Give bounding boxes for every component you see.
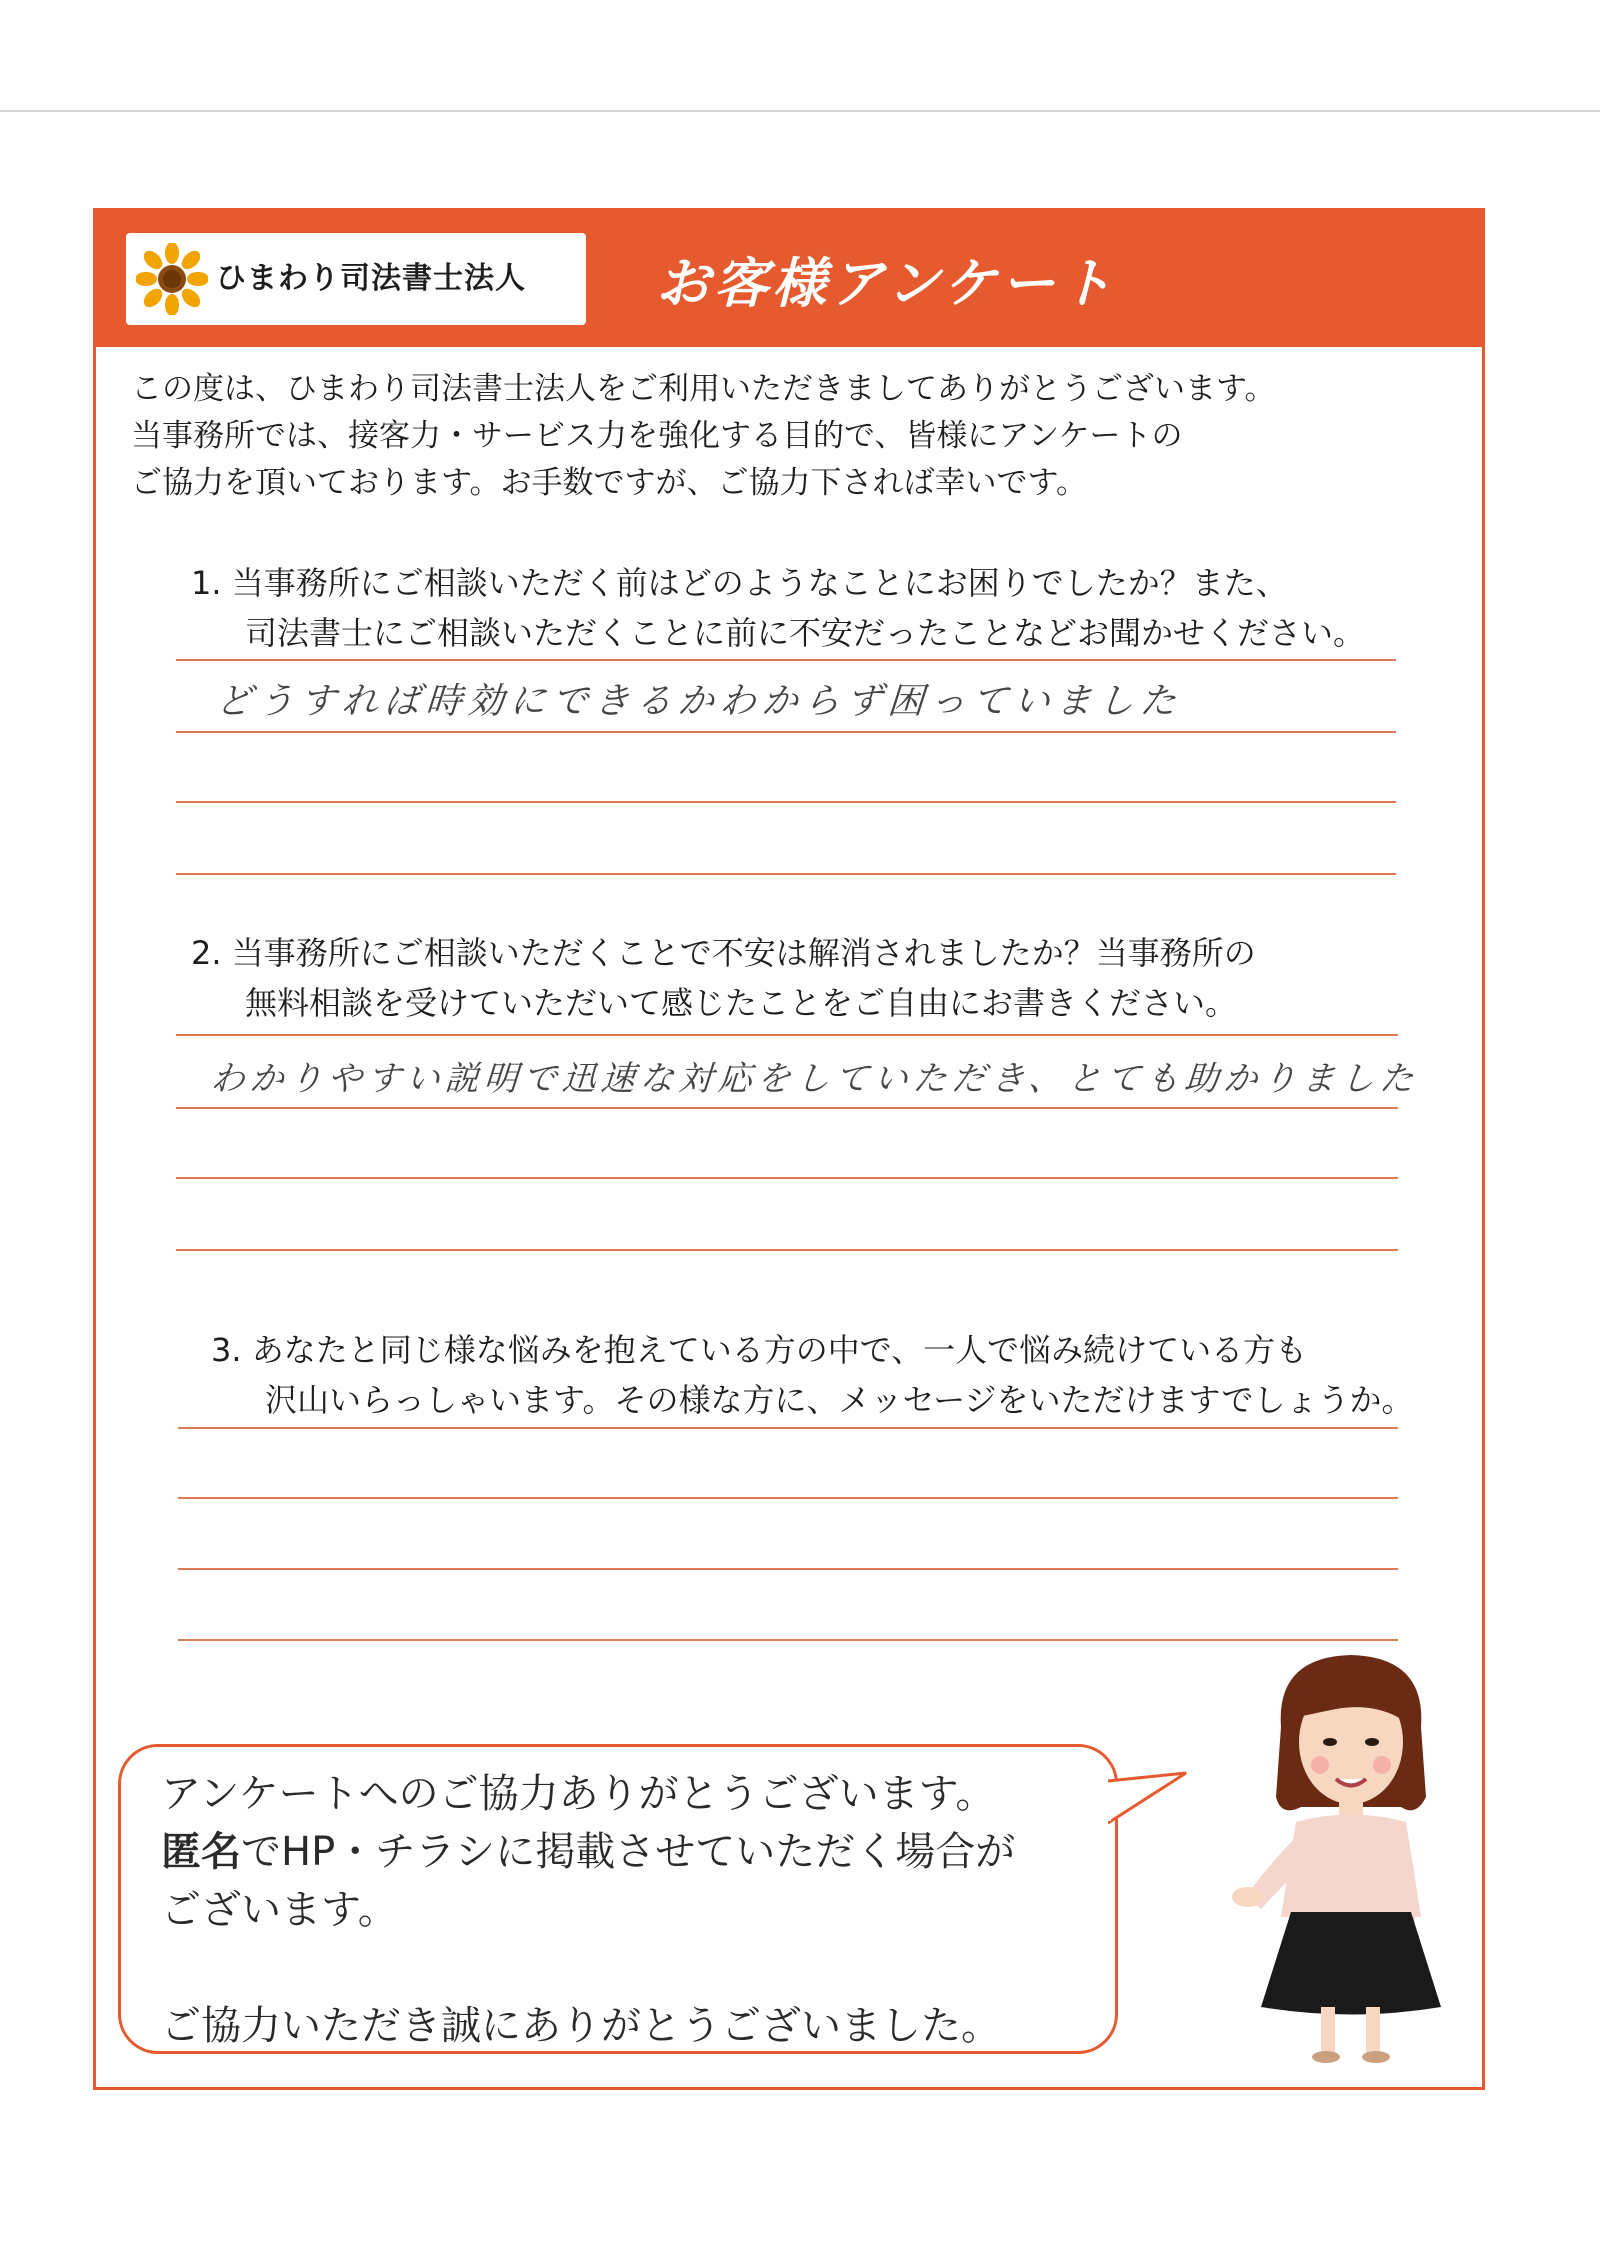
answer-rule xyxy=(176,1249,1398,1251)
bubble-line-3: ございます。 xyxy=(161,1887,398,1933)
intro-text xyxy=(131,366,1451,507)
answer-1-handwriting: どうすれば時効にできるかわからず困っていました xyxy=(214,681,1184,722)
bubble-line-1: アンケートへのご協力ありがとうございます。 xyxy=(161,1771,996,1817)
page-top-rule xyxy=(0,110,1600,112)
answer-rule xyxy=(176,659,1396,661)
intro-line: 当事務所では、接客力・サービス力を強化する目的で、皆様にアンケートの xyxy=(131,418,1183,454)
question-3-line-2: 沢山いらっしゃいます。その様な方に、メッセージをいただけますでしょうか。 xyxy=(265,1381,1414,1419)
question-1-line-1: 1. 当事務所にご相談いただく前はどのようなことにお困りでしたか？また、 xyxy=(191,564,1288,602)
answer-rule xyxy=(176,731,1396,733)
logo xyxy=(126,233,586,325)
bubble-line-2 xyxy=(161,1823,1015,1881)
answer-rule xyxy=(178,1427,1398,1429)
sunflower-icon xyxy=(136,243,208,315)
question-2-line-2: 無料相談を受けていただいて感じたことをご自由にお書きください。 xyxy=(245,984,1238,1022)
bubble-line-4: ご協力いただき誠にありがとうございました。 xyxy=(161,2003,1001,2049)
question-1-line-2: 司法書士にご相談いただくことに前に不安だったことなどお聞かせください。 xyxy=(245,614,1366,652)
thank-you-bubble xyxy=(118,1744,1118,2054)
bubble-line-spacer xyxy=(161,1939,1015,1997)
intro-line: この度は、ひまわり司法書士法人をご利用いただきましてありがとうございます。 xyxy=(131,371,1276,407)
answer-rule xyxy=(176,1177,1398,1179)
question-3 xyxy=(211,1325,1431,1425)
bubble-text xyxy=(161,1765,1015,2055)
intro-line: ご協力を頂いております。お手数ですが、ご協力下されば幸いです。 xyxy=(131,465,1088,501)
question-1 xyxy=(191,558,1411,658)
office-name: ひまわり司法書士法人 xyxy=(216,261,526,296)
answer-rule xyxy=(178,1497,1398,1499)
survey-sheet xyxy=(93,208,1485,2090)
answer-rule xyxy=(178,1639,1398,1641)
question-2-line-1: 2. 当事務所にご相談いただくことで不安は解消されましたか？当事務所の xyxy=(191,934,1256,972)
answer-rule xyxy=(176,1107,1398,1109)
bubble-tail xyxy=(1108,1771,1188,1851)
answer-rule xyxy=(178,1568,1398,1570)
anonymous-label: 匿名 xyxy=(161,1829,241,1875)
answer-rule xyxy=(176,873,1396,875)
answer-rule xyxy=(176,1034,1398,1036)
answer-rule xyxy=(176,801,1396,803)
question-2 xyxy=(191,928,1411,1028)
question-3-line-1: 3. あなたと同じ様な悩みを抱えている方の中で、一人で悩み続けている方も xyxy=(211,1331,1308,1369)
survey-title: お客様アンケート xyxy=(656,252,1117,315)
header-band xyxy=(96,211,1482,347)
staff-illustration xyxy=(1226,1647,1476,2067)
bubble-line-2-rest: でHP・チラシに掲載させていただく場合が xyxy=(241,1829,1016,1875)
answer-2-handwriting: わかりやすい説明で迅速な対応をしていただき、とても助かりました xyxy=(209,1059,1420,1099)
